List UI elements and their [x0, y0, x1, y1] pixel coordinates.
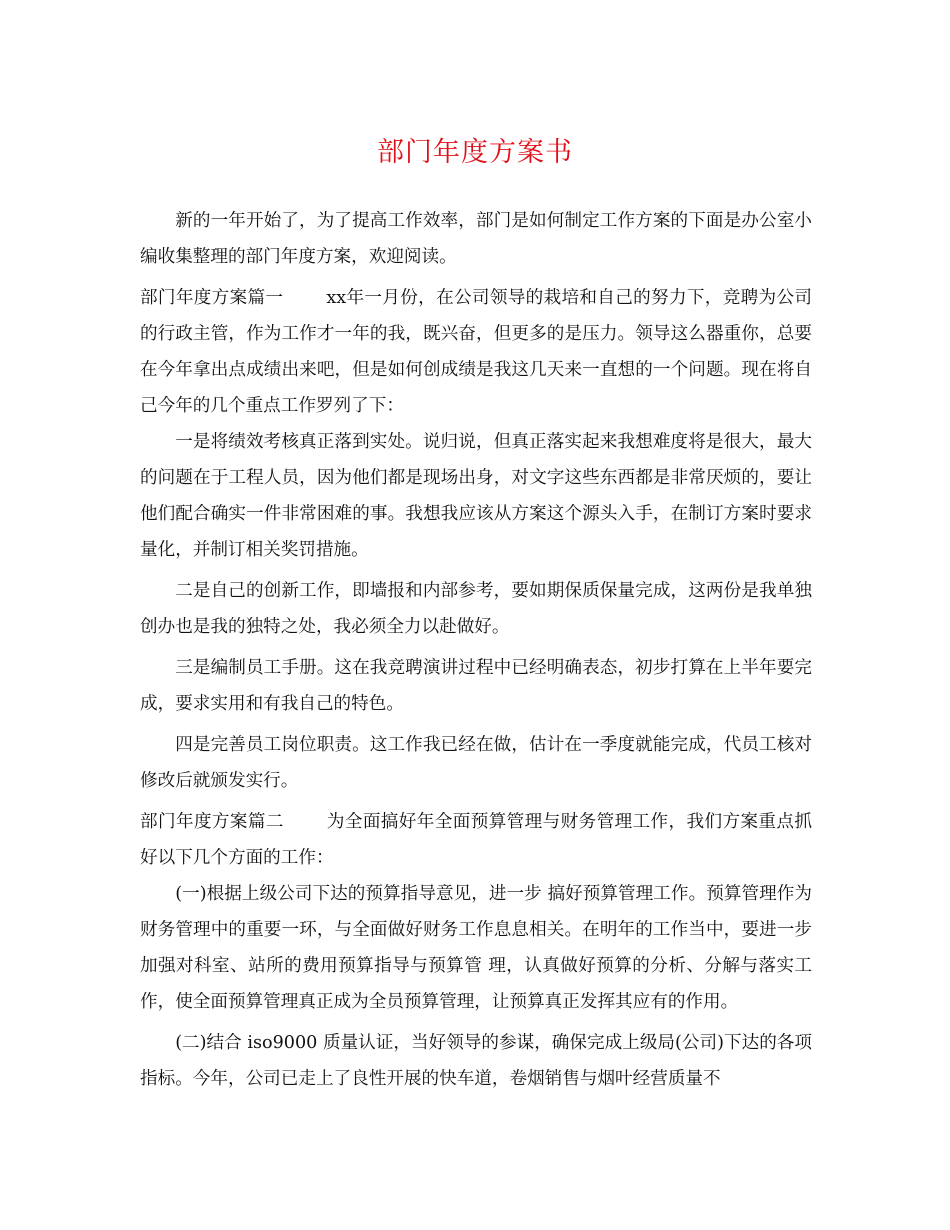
body-paragraph: 二是自己的创新工作，即墙报和内部参考，要如期保质保量完成，这两份是我单独创办也是我的独特之处，我必须全力以赴做好。	[140, 581, 812, 637]
section-two-text: 为全面搞好年全面预算管理与财务管理工作，我们方案重点抓好以下几个方面的工作：	[140, 812, 812, 868]
body-paragraph: (二)结合 iso9000 质量认证，当好领导的参谋，确保完成上级局(公司)下达的各项指标。今年，公司已走上了良性开展的快车道，卷烟销售与烟叶经营质量不	[140, 1033, 812, 1089]
document-body	[140, 203, 812, 1102]
body-paragraph: 一是将绩效考核真正落到实处。说归说，但真正落实起来我想难度将是很大，最大的问题在于工程人员，因为他们都是现场出身，对文字这些东西都是非常厌烦的，要让他们配合确实一件非常困难的事。我想我应该从方案这个源头入手，在制订方案时要求量化，并制订相关奖罚措施。	[140, 432, 812, 560]
section-one-text: xx年一月份，在公司领导的栽培和自己的努力下，竞聘为公司的行政主管，作为工作才一年的我，既兴奋，但更多的是压力。领导这么器重你，总要在今年拿出点成绩出来吧，但是如何创成绩是我这几天来一直想的一个问题。现在将自己今年的几个重点工作罗列了下：	[140, 288, 812, 416]
intro-paragraph: 新的一年开始了，为了提高工作效率，部门是如何制定工作方案的下面是办公室小编收集整理的部门年度方案，欢迎阅读。	[140, 211, 812, 267]
body-paragraph: (一)根据上级公司下达的预算指导意见，进一步 搞好预算管理工作。预算管理作为财务管理中的重要一环，与全面做好财务工作息息相关。在明年的工作当中，要进一步加强对科室、站所的费用预算指导与预算管 理，认真做好预算的分析、分解与落实工作，使全面预算管理真正成为全员预算管理，让预算真正发挥其应有的作用。	[140, 884, 812, 1012]
body-paragraph: 四是完善员工岗位职责。这工作我已经在做，估计在一季度就能完成，代员工核对修改后就颁发实行。	[140, 735, 812, 791]
section-one-heading: 部门年度方案篇一	[140, 288, 284, 308]
section-two-paragraph	[140, 804, 812, 876]
section-one-paragraph	[140, 280, 812, 424]
section-two-heading: 部门年度方案篇二	[140, 812, 284, 832]
body-paragraph: 三是编制员工手册。这在我竞聘演讲过程中已经明确表态，初步打算在上半年要完成，要求实用和有我自己的特色。	[140, 658, 812, 714]
document-title: 部门年度方案书	[377, 137, 573, 168]
